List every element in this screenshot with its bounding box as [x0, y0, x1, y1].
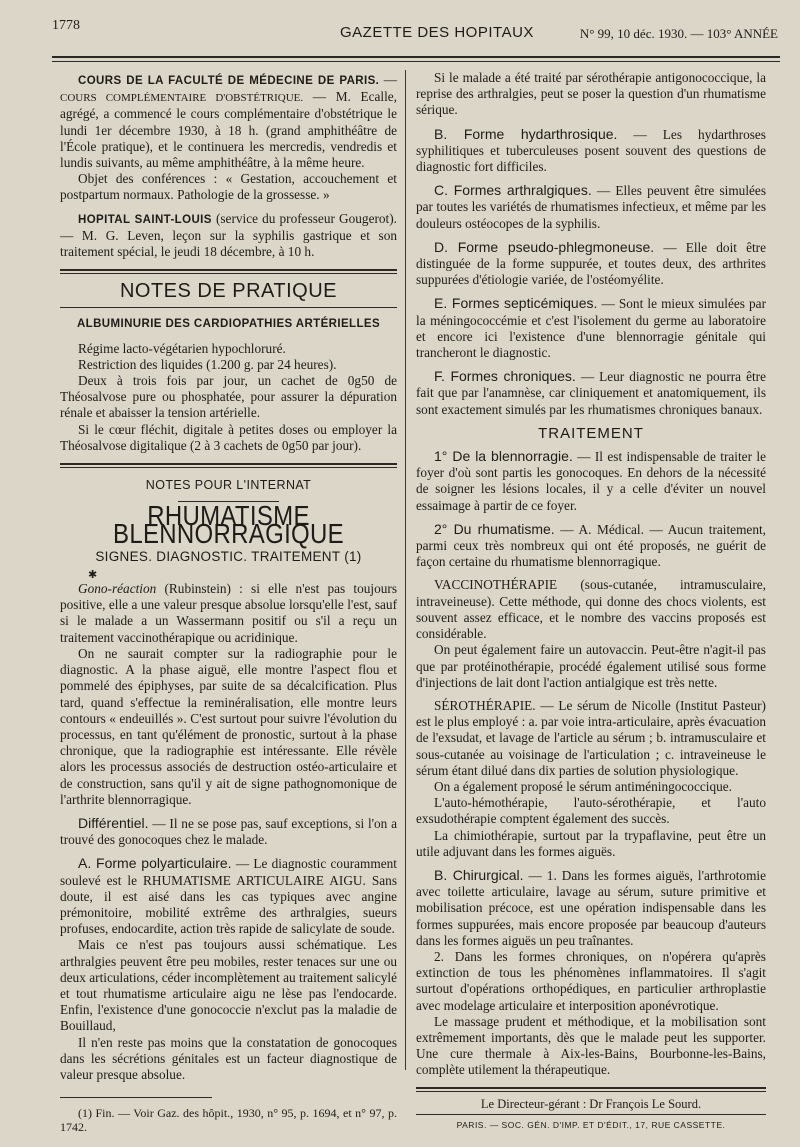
cours-subtitle: COURS COMPLÉMENTAIRE D'OBSTÉTRIQUE.	[60, 92, 304, 105]
right-column	[416, 70, 766, 1133]
forme-b-paragraph	[416, 126, 766, 176]
albu-p2: Restriction des liquides (1.200 g. par 24 heures).	[78, 356, 337, 372]
gono-head: Gono-réaction	[78, 581, 157, 597]
gono-paragraph	[60, 581, 397, 646]
section-separator	[60, 269, 397, 274]
serique-paragraph: Si le malade a été traité par sérothérapie antigonococcique, la reprise des arthralgies, peut se poser la question d'un rhumatisme sérique.	[416, 70, 766, 118]
chir-head: B. Chirurgical.	[434, 866, 524, 883]
vacc-p2: On peut également faire un autovaccin. Peut-être n'agit-il pas que par protéinothérapie, procédé également utilisé sous forme d'injections de lait dont l'action antialgique est très nette.	[416, 642, 766, 690]
sero-p2: On a également proposé le sérum antiméningococcique.	[434, 778, 732, 794]
traitement-title: TRAITEMENT	[538, 424, 644, 442]
page-number: 1778	[52, 18, 80, 33]
albuminurie-title: ALBUMINURIE DES CARDIOPATHIES ARTÉRIELLES	[76, 318, 381, 331]
forme-e-head: E. Formes septicémiques.	[434, 295, 598, 312]
forme-a-text: — Le diagnostic couramment soulevé est le RHUMATISME ARTICULAIRE AIGU. Sans doute, il est aisé dans les cas typiques avec angine prémonitoire, mobilité extrême des arthralgies, sueurs profuses, endocardite, action très rapide de salicylate de soude.	[60, 856, 397, 937]
forme-a-head: A. Forme polyarticulaire.	[78, 855, 232, 872]
t1-text: — Il est indispensable de traiter le foyer d'où sont partis les gonocoques. En dehors de la nécessité de soigner les lésions locales, il y a celle d'éviter un nouvel essaimage à partir de ce foyer.	[416, 449, 767, 513]
rhumatisme-subtitle: SIGNES. DIAGNOSTIC. TRAITEMENT (1)	[95, 548, 362, 564]
forme-a-paragraph	[60, 855, 397, 937]
vacc-head: VACCINOTHÉRAPIE	[434, 577, 558, 593]
serotherapie-paragraph	[416, 698, 766, 779]
chir-p3: Le massage prudent et méthodique, et la mobilisation sont extrêmement importants, dès que le malade peut les supporter. Une cure thermale à Aix-les-Bains, Bourbonne-les-Bains, complète utilement la thérapeutique.	[416, 1013, 766, 1078]
differentiel-paragraph	[60, 815, 397, 848]
hopital-text: (service du professeur Gougerot). — M. G. Leven, leçon sur la syphilis gastrique et son traitement spécial, le jeudi 18 décembre, à 10 h.	[60, 210, 397, 260]
chirurgical-paragraph	[416, 867, 766, 949]
radio-paragraph: On ne saurait compter sur la radiographie pour le diagnostic. A la phase aiguë, elle montre l'aspect flou et pommelé des épiphyses, par suite de sa décalcification. Plus tard, quand s'effectue la reminéralisation, elle montre leurs contours « endeuillés ». C'est surtout pour suivre l'évolution du processus, en tant qu'élément de pronostic, surtout à la phase chronique, que la radiographie est intéressante. Elle révèle alors les processus associés de destruction ostéo-articulaire et de construction, sans qu'il y ait de signe pathognomonique de l'arthrite blennorragique.	[60, 645, 397, 807]
sero-head: SÉROTHÉRAPIE.	[434, 697, 536, 713]
forme-a-p2: Mais ce n'est pas toujours aussi schématique. Les arthralgies peuvent être peu mobiles, rester tenaces sur une ou deux articulations, céder incomplètement au traitement salicylé et tout rhumatisme articulaire aigu ne lèse pas l'endocarde. Enfin, l'existence d'une gonococcie n'exclut pas la maladie de Bouillaud,	[60, 937, 397, 1034]
issue-info: N° 99, 10 déc. 1930. — 103° ANNÉE	[579, 26, 778, 41]
rhumatisme-title: RHUMATISME BLENNORRAGIQUE	[113, 500, 344, 551]
footnote-rule	[60, 1097, 212, 1098]
section-separator	[60, 463, 397, 468]
chir-text: — 1. Dans les formes aiguës, l'arthrotomie avec toilette articulaire, lavage au sérum, suture primitive et mobilisation précoce, est une opération indispensable dans les formes suppurées, mais encore proposée par beaucoup d'auteurs dans les formes aiguës un peu traînantes.	[416, 867, 767, 948]
forme-f-paragraph	[416, 368, 766, 418]
forme-f-head: F. Formes chroniques.	[434, 368, 576, 385]
forme-e-text: — Sont le mieux simulées par la méningococcémie et c'est l'isolement du germe au laboratoire et encore ici l'existence d'une blennorragie génitale qui trancheront le diagnostic.	[416, 296, 767, 361]
forme-c-paragraph	[416, 182, 766, 232]
header-rule-thin	[52, 61, 780, 62]
notes-internat-title: NOTES POUR L'INTERNAT	[145, 478, 312, 493]
t2-paragraph	[416, 521, 766, 571]
cours-text: — M. Ecalle, agrégé, a commencé le cours complémentaire d'obstétrique le lundi 1er décembre 1930, à 18 h. (grand amphithéâtre de l'École pratique), et le continuera les mercredis, vendredis et lundis suivants, au même amphithéâtre, à la même heure.	[60, 89, 397, 171]
forme-e-paragraph	[416, 295, 766, 361]
cours-objet: Objet des conférences : « Gestation, accouchement et postpartum normaux. Pathologie de la grossesse. »	[60, 171, 397, 203]
t1-head: 1° De la blennorragie.	[434, 448, 573, 465]
left-column	[60, 70, 397, 1134]
forme-c-head: C. Formes arthralgiques.	[434, 182, 592, 199]
t1-paragraph	[416, 448, 766, 514]
directeur-gerant: Le Directeur-gérant : Dr François Le Sourd.	[480, 1096, 702, 1111]
forme-d-head: D. Forme pseudo-phlegmoneuse.	[434, 238, 655, 255]
albu-p4: Si le cœur fléchit, digitale à petites doses ou employer la Théosalvose digitalique (2 à 3 cachets de 0g50 par jour).	[60, 421, 397, 453]
footer-rule	[416, 1087, 766, 1092]
albu-p1: Régime lacto-végétarien hypochloruré.	[78, 340, 286, 356]
separator-thin	[60, 307, 397, 308]
hopital-title: HOPITAL SAINT-LOUIS	[78, 213, 212, 226]
footer-rule-thin	[416, 1114, 766, 1115]
cours-title: COURS DE LA FACULTÉ DE MÉDECINE DE PARIS.	[78, 75, 380, 87]
running-header	[52, 14, 778, 40]
header-rule	[52, 56, 780, 58]
differentiel-head: Différentiel.	[78, 814, 149, 831]
forme-f-text: — Leur diagnostic ne pourra être fait que par l'anamnèse, car cliniquement et anatomiquement, ils sont exactement simulés par les rhumatismes chroniques banaux.	[416, 369, 767, 417]
column-divider	[405, 70, 406, 1070]
chir-p2: 2. Dans les formes chroniques, on n'opérera qu'après extinction de tous les phénomènes inflammatoires. Il s'agit surtout d'opérations orthopédiques, en particulier arthroplastie avec modelage articulaire et interposition aponévrotique.	[416, 948, 766, 1013]
sero-p4: La chimiothérapie, surtout par la trypaflavine, peut être un utile adjuvant dans les formes aiguës.	[416, 827, 766, 859]
footnote: (1) Fin. — Voir Gaz. des hôpit., 1930, n° 95, p. 1694, et n° 97, p. 1742.	[60, 1106, 397, 1135]
forme-d-paragraph	[416, 239, 766, 289]
journal-title: GAZETTE DES HOPITAUX	[340, 24, 534, 41]
albu-p3: Deux à trois fois par jour, un cachet de 0g50 de Théosalvose pure ou phosphatée, pour assurer la dépuration rénale et abaisser la tension artérielle.	[60, 373, 397, 421]
asterisk-mark: ✱	[88, 568, 98, 581]
forme-c-text: — Elles peuvent être simulées par toutes les variétés de rhumatismes infectieux, et même par les douleurs ostéocopes de la syphilis.	[416, 183, 766, 231]
forme-a-p3: Il n'en reste pas moins que la constatation de gonocoques dans les sécrétions génitales est un facteur diagnostique de valeur presque absolue.	[60, 1034, 397, 1082]
t2-text: — A. Médical. — Aucun traitement, parmi ceux très nombreux qui ont été proposés, ne guérit de façon certaine du rhumatisme blennorragique.	[416, 521, 766, 570]
gono-text: (Rubinstein) : si elle n'est pas toujours positive, elle a une valeur presque absolue lorsqu'elle l'est, sauf si le malade a un Wassermann positif ou s'il a reçu un traitement vaccinothérapique ou acridinique.	[60, 581, 397, 645]
sero-text: — Le sérum de Nicolle (Institut Pasteur) est le plus employé : a. par voie intra-articulaire, après évacuation de l'exsudat, et lavage de l'article au sérum ; b. intramusculaire et sous-cutanée au voisinage de l'articulation ; c. intraveineuse le sérum étant dilué dans dix parties de solution physiologique.	[416, 697, 767, 778]
vaccinotherapie-paragraph	[416, 577, 766, 642]
notes-de-pratique-title: NOTES DE PRATIQUE	[119, 280, 338, 303]
vacc-text: (sous-cutanée, intramusculaire, intraveineuse). Cette méthode, qui donne des chocs violents, est souvent assez efficace, et le nombre des vaccins proposés est considérable.	[416, 577, 766, 642]
hopital-paragraph	[60, 211, 397, 261]
sero-p3: L'auto-hémothérapie, l'auto-sérothérapie, et l'auto exsudothérapie comptent également des succès.	[416, 795, 766, 827]
forme-b-text: — Les hydarthroses syphilitiques et tuberculeuses posent souvent des questions de diagnostic fort difficiles.	[416, 126, 766, 175]
forme-b-head: B. Forme hydarthrosique.	[434, 125, 618, 142]
cours-paragraph: COURS DE LA FACULTÉ DE MÉDECINE DE PARIS. — COURS COMPLÉMENTAIRE D'OBSTÉTRIQUE. — M. Ecalle, agrégé, a commencé le cours complémentaire d'obstétrique le lundi 1er décembre 1930, à 18 h. (grand amphithéâtre de l'École pratique), et le continuera les mercredis, vendredis et lundis suivants, au même amphithéâtre, à la même heure.	[60, 72, 397, 171]
forme-d-text: — Elle doit être distinguée de la forme suppurée, et toutes deux, des arthrites suppurées d'étiologie variée, de l'ostéomyélite.	[416, 239, 767, 288]
imprimerie-line: PARIS. — SOC. GÉN. D'IMP. ET D'ÉDIT., 17, RUE CASSETTE.	[456, 1119, 726, 1130]
t2-head: 2° Du rhumatisme.	[434, 520, 555, 537]
differentiel-text: — Il ne se pose pas, sauf exceptions, si l'on a trouvé des gonocoques chez le malade.	[60, 815, 397, 848]
